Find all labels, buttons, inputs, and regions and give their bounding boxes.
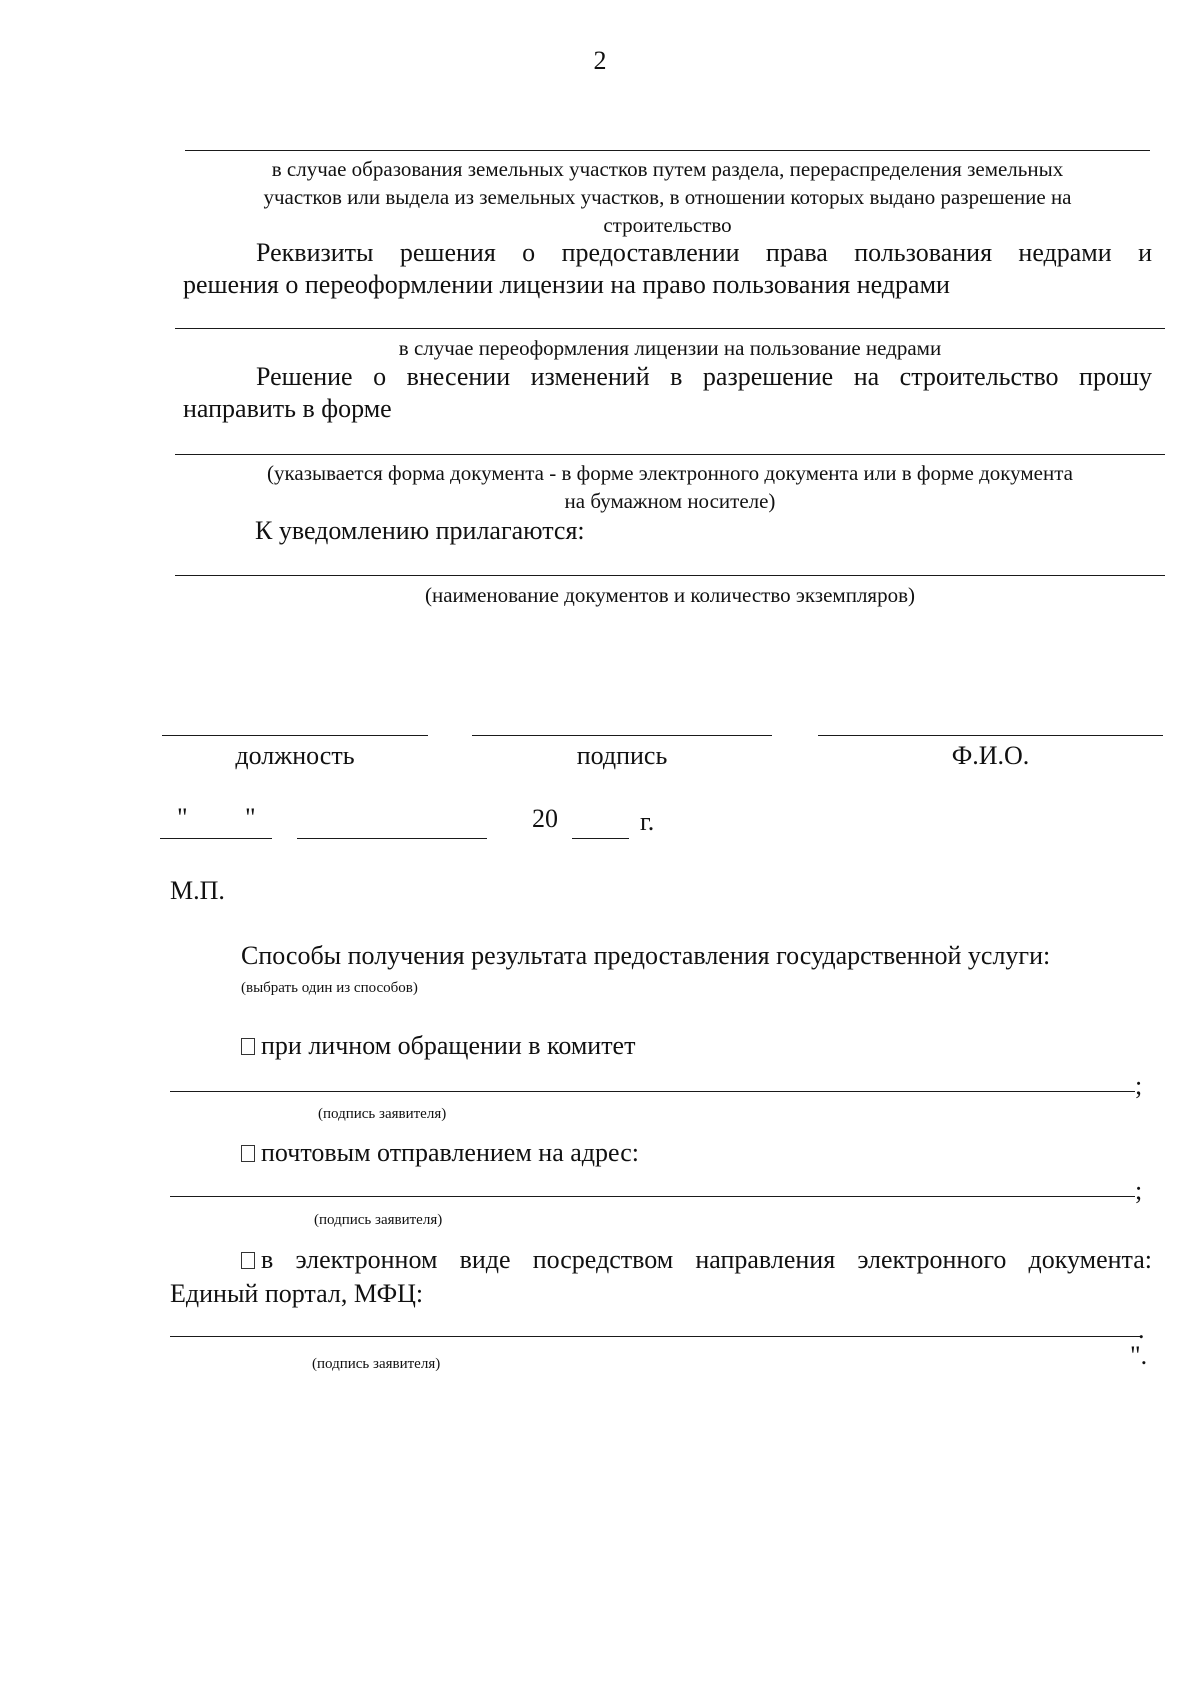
field-line-land xyxy=(185,150,1150,151)
field-line-form xyxy=(175,454,1165,455)
option-in-person[interactable] xyxy=(241,1030,635,1062)
option-by-mail-label: почтовым отправлением на адрес: xyxy=(261,1138,639,1167)
date-year-prefix: 20 xyxy=(532,804,558,833)
caption-signature-in-person: (подпись заявителя) xyxy=(318,1106,447,1122)
field-line-attachments xyxy=(175,575,1165,576)
caption-form-line: на бумажном носителе) xyxy=(564,489,776,513)
field-line-subsoil xyxy=(175,328,1165,329)
checkbox-by-mail[interactable] xyxy=(241,1145,255,1162)
caption-signature-by-mail: (подпись заявителя) xyxy=(314,1212,443,1228)
attachments-heading: К уведомлению прилагаются: xyxy=(255,516,585,545)
field-line-position xyxy=(162,735,428,736)
checkbox-electronic[interactable] xyxy=(241,1252,255,1269)
full-name-label: Ф.И.О. xyxy=(951,741,1030,770)
field-line-year xyxy=(572,838,629,839)
line-end-electronic: . xyxy=(1138,1315,1145,1344)
field-line-signature xyxy=(472,735,772,736)
date-open-quote: " xyxy=(177,803,188,832)
field-line-name xyxy=(818,735,1163,736)
caption-land-line: участков или выдела из земельных участков, в отношении которых выдано разрешение на xyxy=(263,185,1072,209)
signature-label: подпись xyxy=(576,741,668,770)
line-end-in-person: ; xyxy=(1135,1071,1143,1100)
option-electronic-label-line2: Единый портал, МФЦ: xyxy=(170,1279,424,1308)
result-methods-heading: Способы получения результата предоставления государственной услуги: xyxy=(241,941,1051,970)
line-end-by-mail: ; xyxy=(1135,1176,1143,1205)
option-electronic-label-line1: в электронном виде посредством направления электронного документа: xyxy=(261,1245,1152,1274)
form-paragraph-line1: Решение о внесении изменений в разрешение на строительство прошу xyxy=(256,362,1152,391)
field-line-by-mail[interactable] xyxy=(170,1196,1135,1197)
caption-land-line: строительство xyxy=(603,213,732,237)
stamp-label: М.П. xyxy=(170,876,225,905)
caption-land-plots xyxy=(185,155,1150,239)
field-line-electronic[interactable] xyxy=(170,1336,1140,1337)
caption-form-line: (указывается форма документа - в форме электронного документа или в форме документа xyxy=(267,461,1073,485)
caption-form xyxy=(175,459,1165,515)
field-line-month xyxy=(297,838,487,839)
caption-land-line: в случае образования земельных участков путем раздела, перераспределения земельных xyxy=(271,157,1064,181)
form-paragraph-line2: направить в форме xyxy=(183,394,392,423)
caption-subsoil: в случае переоформления лицензии на пользование недрами xyxy=(398,336,942,360)
caption-attachments: (наименование документов и количество экземпляров) xyxy=(425,583,915,607)
closing-quote-mark: ". xyxy=(1130,1341,1148,1370)
date-year-suffix: г. xyxy=(640,807,655,836)
option-in-person-label: при личном обращении в комитет xyxy=(261,1031,636,1060)
option-electronic[interactable] xyxy=(241,1244,1152,1276)
option-by-mail[interactable] xyxy=(241,1137,639,1169)
subsoil-paragraph-line1: Реквизиты решения о предоставлении права пользования недрами и xyxy=(256,238,1152,267)
field-line-in-person[interactable] xyxy=(170,1091,1135,1092)
result-methods-note: (выбрать один из способов) xyxy=(241,980,418,996)
caption-signature-electronic: (подпись заявителя) xyxy=(312,1356,441,1372)
date-close-quote: " xyxy=(245,803,256,832)
page-number: 2 xyxy=(593,46,607,75)
checkbox-in-person[interactable] xyxy=(241,1038,255,1055)
subsoil-paragraph-line2: решения о переоформлении лицензии на право пользования недрами xyxy=(183,270,950,299)
position-label: должность xyxy=(235,741,355,770)
field-line-day xyxy=(160,838,272,839)
